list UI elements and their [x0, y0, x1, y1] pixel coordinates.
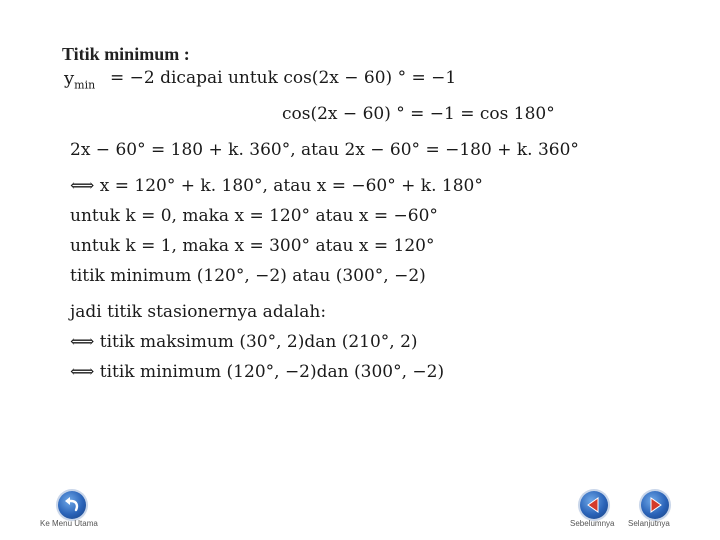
- home-button[interactable]: [58, 491, 86, 519]
- triangle-left-icon: [580, 491, 608, 519]
- return-arrow-icon: [58, 491, 86, 519]
- equation-line-3: 2x − 60° = 180 + k. 360°, atau 2x − 60° = −180 + k. 360°: [70, 140, 579, 160]
- next-button[interactable]: [641, 491, 669, 519]
- equation-line-7: titik minimum (120°, −2) atau (300°, −2): [70, 266, 426, 286]
- home-label[interactable]: Ke Menu Utama: [40, 519, 98, 528]
- previous-label[interactable]: Sebelumnya: [570, 519, 615, 528]
- ymin-symbol: [64, 68, 95, 92]
- slide-title: Titik minimum :: [62, 44, 190, 64]
- equation-line-5: untuk k = 0, maka x = 120° atau x = −60°: [70, 206, 438, 226]
- equation-line-4: ⟺ x = 120° + k. 180°, atau x = −60° + k. 180°: [70, 176, 483, 196]
- conclusion-min: ⟺ titik minimum (120°, −2)dan (300°, −2): [70, 362, 445, 382]
- conclusion-max: ⟺ titik maksimum (30°, 2)dan (210°, 2): [70, 332, 418, 352]
- previous-button[interactable]: [580, 491, 608, 519]
- equation-line-2: cos(2x − 60) ° = −1 = cos 180°: [282, 104, 555, 124]
- ymin-subscript: min: [74, 78, 96, 92]
- next-label[interactable]: Selanjutnya: [628, 519, 670, 528]
- conclusion-heading: jadi titik stasionernya adalah:: [70, 302, 327, 322]
- ymin-letter: y: [64, 68, 75, 89]
- equation-line-6: untuk k = 1, maka x = 300° atau x = 120°: [70, 236, 435, 256]
- equation-line-1: = −2 dicapai untuk cos(2x − 60) ° = −1: [110, 68, 457, 88]
- triangle-right-icon: [641, 491, 669, 519]
